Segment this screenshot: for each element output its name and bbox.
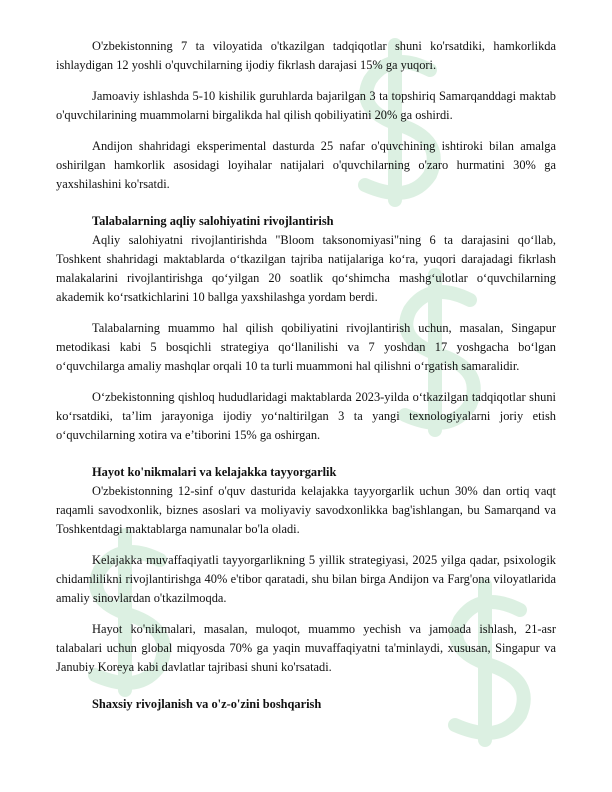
paragraph-6: O‘zbekistonning qishloq hududlaridagi maktablarda 2023-yilda o‘tkazilgan tadqiqotlar shuni ko‘rsatdiki, ta’lim jarayoniga ijodiy yo‘naltirilgan 3 ta yangi texnologiyalarni joriy etish o‘quvchilarning xotira va e’tiborini 15% ga oshirgan.: [56, 390, 556, 442]
paragraph-5: Talabalarning muammo hal qilish qobiliyatini rivojlantirish uchun, masalan, Singapur metodikasi kabi 5 bosqichli strategiya qo‘llanilishi va 7 yoshdan 17 yoshgacha bo‘lgan o‘quvchilarga amaliy mashqlar orqali 10 ta turli muammoni hal qilishni o‘rgatish samaralidir.: [56, 321, 556, 373]
paragraph-9: Hayot ko'nikmalari, masalan, muloqot, muammo yechish va jamoada ishlash, 21-asr talabalari uchun global miqyosda 70% ga yaqin muvaffaqiyatni ta'minlaydi, xususan, Singapur va Janubiy Koreya kabi davlatlar tajribasi shuni ko'rsatadi.: [56, 622, 556, 674]
paragraph-2: Jamoaviy ishlashda 5-10 kishilik guruhlarda bajarilgan 3 ta topshiriq Samarqanddagi maktab o'quvchilarining muammolarni birgalikda hal qilish qobiliyatini 20% ga oshirdi.: [56, 89, 556, 122]
document-page: [56, 37, 556, 714]
paragraph-7: O'zbekistonning 12-sinf o'quv dasturida kelajakka tayyorgarlik uchun 30% dan ortiq vaqt raqamli savodxonlik, biznes asoslari va moliyaviy savodxonlikka bag'ishlangan, bu Samarqand va Toshkentdagi maktablarga namunalar bo'la oladi.: [56, 484, 556, 536]
paragraph-8: Kelajakka muvaffaqiyatli tayyorgarlikning 5 yillik strategiyasi, 2025 yilga qadar, psixologik chidamlilikni rivojlantirishga 40% e'tibor qaratadi, shu bilan birga Andijon va Farg'ona viloyatlarida amaliy sinovlardan o'tkazilmoqda.: [56, 553, 556, 605]
paragraph-3: Andijon shahridagi eksperimental dasturda 25 nafar o'quvchining ishtiroki bilan amalga oshirilgan hamkorlik asosidagi loyihalar natijalari o'quvchilarning o'zaro hurmatini 30% ga yaxshilashini ko'rsatdi.: [56, 139, 556, 191]
section-heading-life-skills: Hayot ko'nikmalari va kelajakka tayyorgarlik: [92, 465, 337, 479]
paragraph-1: O'zbekistonning 7 ta viloyatida o'tkazilgan tadqiqotlar shuni ko'rsatdiki, hamkorlikda ishlaydigan 12 yoshli o'quvchilarning ijodiy fikrlash darajasi 15% ga yuqori.: [56, 39, 556, 72]
section-heading-personal-development: Shaxsiy rivojlanish va o'z-o'zini boshqarish: [92, 697, 322, 711]
paragraph-4: Aqliy salohiyatni rivojlantirishda "Bloom taksonomiyasi"ning 6 ta darajasini qo‘llab, Toshkent shahridagi maktablarda o‘tkazilgan tajriba natijalariga ko‘ra, yuqori darajadagi fikrlash malakalarini rivojlantirishga qo‘yilgan 20 soatlik qo‘shimcha mashg‘ulotlar o‘quvchilarning akademik ko‘rsatkichlarini 10 ballga yaxshilashga yordam berdi.: [56, 233, 556, 304]
section-heading-intellectual: Talabalarning aqliy salohiyatini rivojlantirish: [92, 214, 334, 228]
